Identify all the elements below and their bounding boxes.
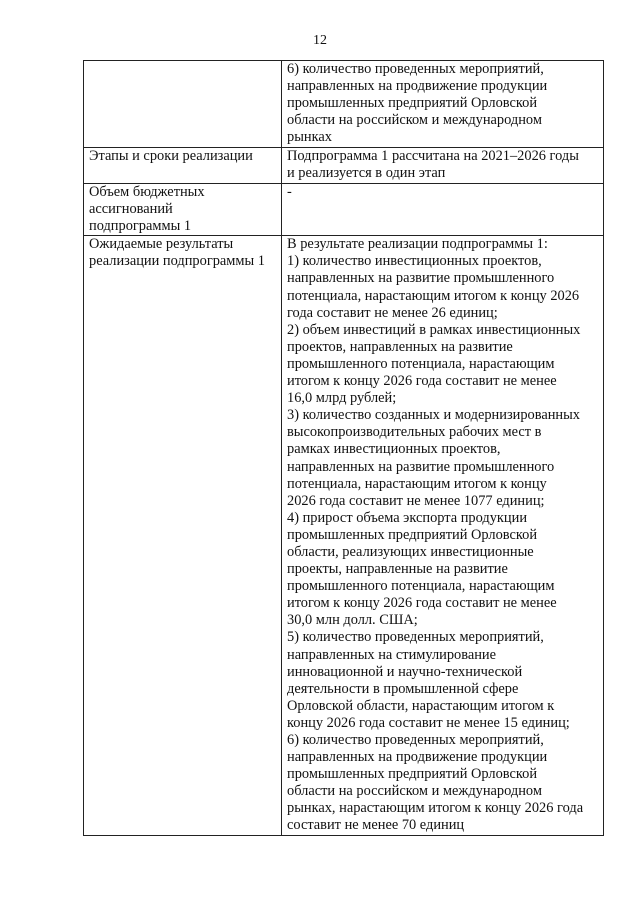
cell-text-line: области, реализующих инвестиционные xyxy=(287,543,534,560)
cell-text-line: 2) объем инвестиций в рамках инвестиционных xyxy=(287,321,581,338)
cell-text-line: деятельности в промышленной сфере xyxy=(287,680,519,697)
cell-text-line: 16,0 млрд рублей; xyxy=(287,390,397,407)
cell-text-line: направленных на развитие промышленного xyxy=(287,458,555,475)
cell-text-line: направленных на стимулирование xyxy=(287,646,497,663)
cell-text-line: направленных на продвижение продукции xyxy=(287,749,548,766)
table-row xyxy=(84,61,604,148)
table-row xyxy=(84,236,604,835)
page-number: 12 xyxy=(313,33,327,48)
cell-text-line: 1) количество инвестиционных проектов, xyxy=(287,253,542,270)
row-label-cell xyxy=(84,236,282,835)
cell-text-line: проекты, направленные на развитие xyxy=(287,561,508,578)
cell-text-line: 30,0 млн долл. США; xyxy=(287,612,418,629)
cell-text-line: промышленных предприятий Орловской xyxy=(287,95,538,112)
cell-text-line: Подпрограмма 1 рассчитана на 2021–2026 годы xyxy=(287,148,579,164)
row-value-cell xyxy=(282,184,604,236)
cell-text-line: области на российском и международном xyxy=(287,783,542,800)
table-row xyxy=(84,148,604,184)
cell-text-line: направленных на развитие промышленного xyxy=(287,270,555,287)
cell-text-line: Ожидаемые результаты xyxy=(89,236,234,253)
cell-text-line: рынках, нарастающим итогом к концу 2026 года xyxy=(287,800,584,817)
row-label-cell xyxy=(84,61,282,148)
table-row xyxy=(84,184,604,236)
cell-text-line: Этапы и сроки реализации xyxy=(89,148,253,164)
cell-text-line: 6) количество проведенных мероприятий, xyxy=(287,61,544,77)
cell-text-line: 3) количество созданных и модернизированных xyxy=(287,407,580,424)
cell-text-line: - xyxy=(287,184,292,200)
cell-text-line: рынках xyxy=(287,129,332,146)
cell-text-line: промышленного потенциала, нарастающим xyxy=(287,355,555,372)
cell-text-line: инновационной и научно-технической xyxy=(287,663,523,680)
row-value-cell xyxy=(282,61,604,148)
cell-text-line: и реализуется в один этап xyxy=(287,165,446,182)
cell-text-line: 6) количество проведенных мероприятий, xyxy=(287,732,544,748)
cell-text-line: высокопроизводительных рабочих мест в xyxy=(287,424,542,441)
cell-text-line: промышленных предприятий Орловской xyxy=(287,526,538,543)
row-value-cell xyxy=(282,148,604,184)
row-label-cell xyxy=(84,148,282,184)
cell-text-line: реализации подпрограммы 1 xyxy=(89,253,265,270)
row-value-cell xyxy=(282,236,604,835)
cell-text-line: Орловской области, нарастающим итогом к xyxy=(287,697,555,714)
row-label-cell xyxy=(84,184,282,236)
cell-text-line: года составит не менее 26 единиц; xyxy=(287,304,498,321)
cell-text-line: 2026 года составит не менее 1077 единиц; xyxy=(287,492,545,509)
cell-text-line: итогом к концу 2026 года составит не менее xyxy=(287,373,557,390)
cell-text-line: рамках инвестиционных проектов, xyxy=(287,441,501,458)
cell-text-line: итогом к концу 2026 года составит не менее xyxy=(287,595,557,612)
cell-text-line: В результате реализации подпрограммы 1: xyxy=(287,236,548,253)
cell-text-line: промышленных предприятий Орловской xyxy=(287,766,538,783)
cell-text-line: 4) прирост объема экспорта продукции xyxy=(287,509,528,526)
passport-table xyxy=(83,60,604,836)
cell-text-line: потенциала, нарастающим итогом к концу xyxy=(287,475,547,492)
cell-text-line: концу 2026 года составит не менее 15 единиц; xyxy=(287,714,570,731)
cell-text-line: проектов, направленных на развитие xyxy=(287,338,513,355)
cell-text-line: подпрограммы 1 xyxy=(89,218,192,235)
cell-text-line: Объем бюджетных xyxy=(89,184,205,200)
cell-text-line: ассигнований xyxy=(89,201,173,218)
cell-text-line: 5) количество проведенных мероприятий, xyxy=(287,629,544,646)
cell-text-line: составит не менее 70 единиц xyxy=(287,817,465,834)
cell-text-line: направленных на продвижение продукции xyxy=(287,78,548,95)
cell-text-line: области на российском и международном xyxy=(287,112,542,129)
cell-text-line: промышленного потенциала, нарастающим xyxy=(287,578,555,595)
cell-text-line: потенциала, нарастающим итогом к концу 2026 xyxy=(287,287,580,304)
